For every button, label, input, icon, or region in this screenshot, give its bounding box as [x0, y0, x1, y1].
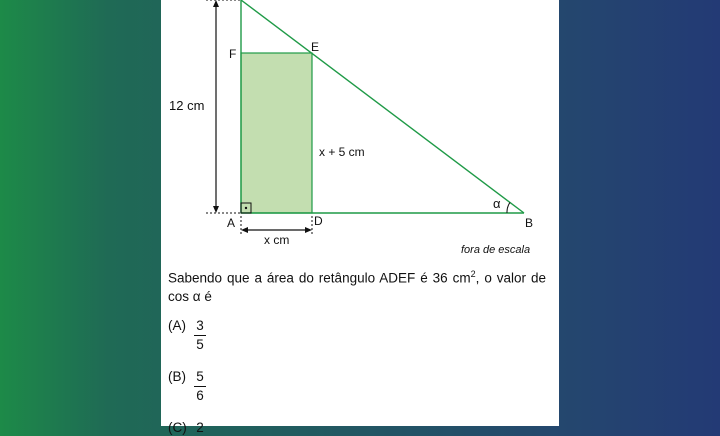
option-a-letter: (A): [168, 318, 186, 333]
base-arrow-left: [241, 227, 248, 233]
base-arrow-right: [305, 227, 312, 233]
question-text-part1: Sabendo que a área do retângulo ADEF é 36 cm: [168, 270, 471, 286]
question-text: [168, 265, 546, 306]
option-a-fraction: [194, 318, 206, 353]
question-text-part2: , o valor de cos α é: [168, 270, 547, 304]
right-angle-dot: [245, 207, 247, 209]
rectangle-adef: [241, 53, 312, 213]
option-a-denominator: 5: [196, 337, 204, 352]
angle-arc: [507, 202, 510, 213]
height-label: 12 cm: [169, 98, 205, 113]
question-superscript: 2: [470, 269, 476, 279]
option-a-fraction-bar: [194, 335, 206, 336]
height-arrow-bottom: [213, 206, 219, 213]
option-c-letter: (C): [168, 420, 187, 435]
option-b-numerator: 5: [196, 369, 204, 384]
triangle-figure: [161, 0, 559, 260]
option-a-numerator: 3: [196, 318, 204, 333]
point-f-label: F: [229, 47, 237, 61]
point-b-label: B: [525, 216, 534, 230]
option-b-letter: (B): [168, 369, 186, 384]
option-c-numerator: 2: [196, 420, 204, 435]
option-b-denominator: 6: [196, 388, 204, 403]
side-label: x + 5 cm: [319, 145, 365, 159]
base-label: x cm: [264, 233, 290, 247]
angle-alpha-label: α: [493, 196, 501, 211]
height-arrow-top: [213, 0, 219, 7]
point-a-label: A: [227, 216, 236, 230]
option-b-fraction: [194, 369, 206, 404]
option-b-fraction-bar: [194, 386, 206, 387]
question-page: [161, 0, 559, 435]
option-c-fraction: [194, 420, 206, 436]
scale-note: fora de escala: [461, 244, 531, 256]
point-e-label: E: [311, 40, 320, 54]
point-d-label: D: [314, 214, 323, 228]
